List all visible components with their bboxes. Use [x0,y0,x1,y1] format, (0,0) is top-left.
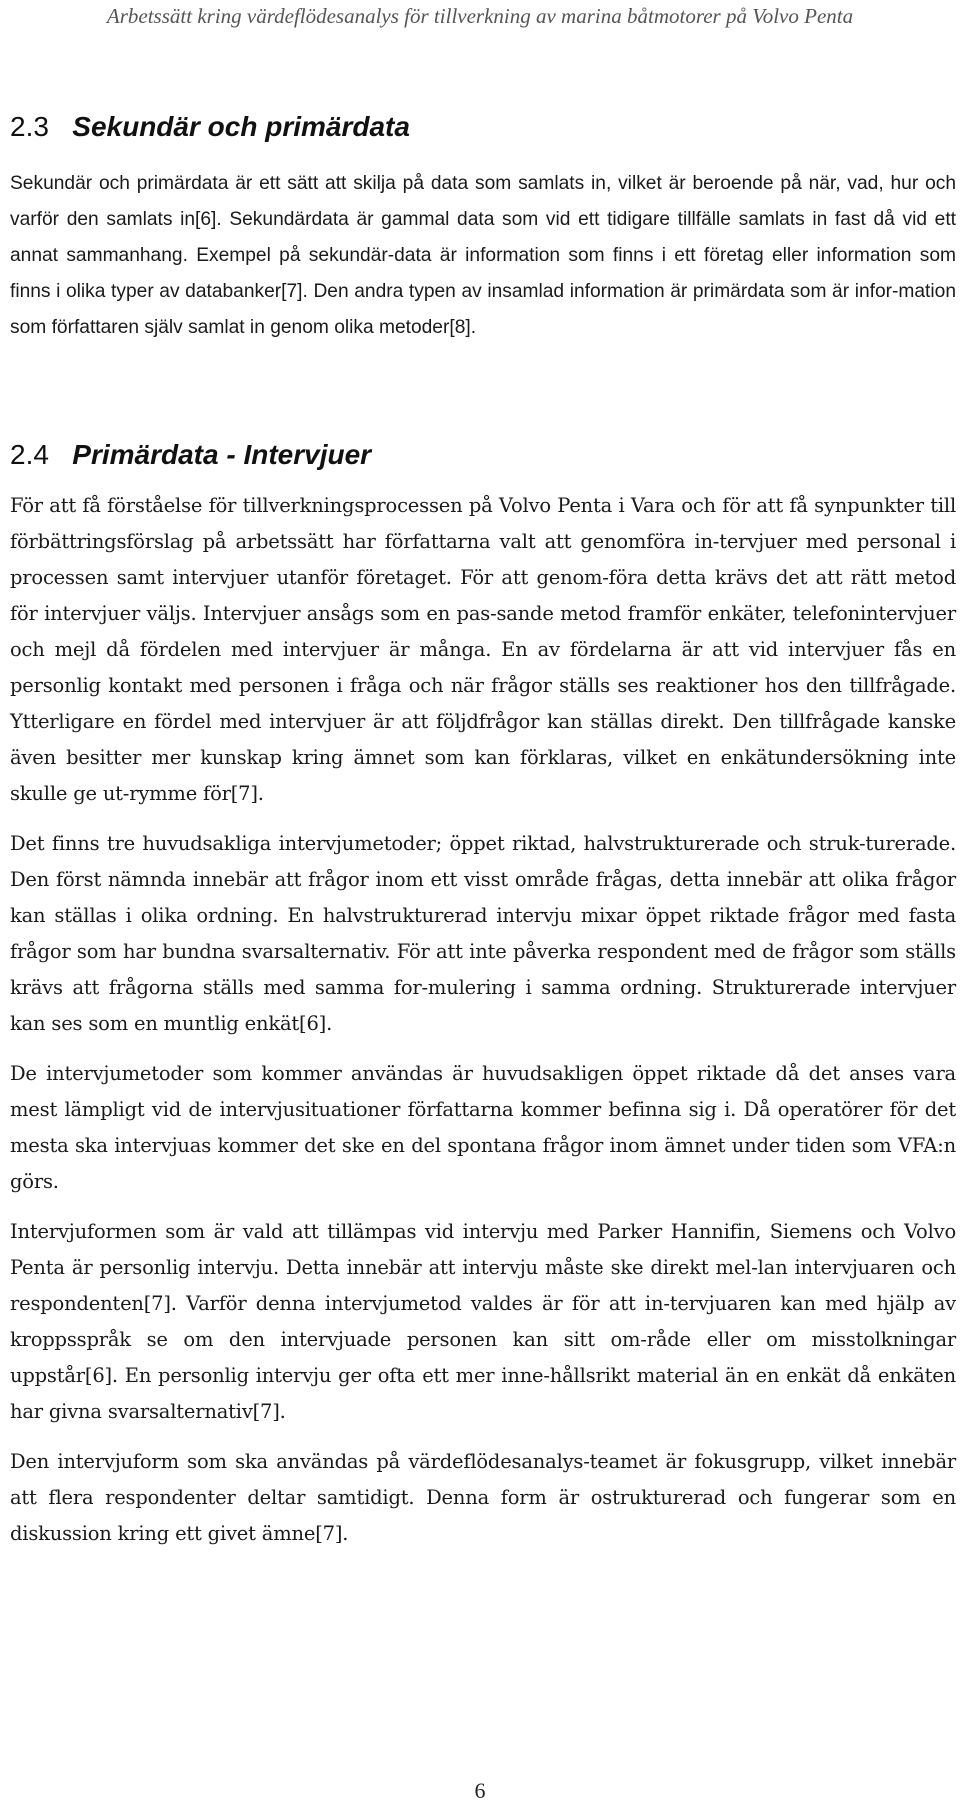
section-heading-2-4 [10,438,371,472]
paragraph: Sekundär och primärdata är ett sätt att skilja på data som samlats in, vilket är beroende på när, vad, hur och varför den samlats in[6]. Sekundärdata är gammal data som vid ett tidigare tillfälle samlats in fast då vid ett annat sammanhang. Exempel på sekundär-data är information som finns i ett företag eller information som finns i olika typer av databanker[7]. Den andra typen av insamlad information är primärdata som är infor-mation som författaren själv samlat in genom olika metoder[8]. [10,173,956,338]
paragraph: Det finns tre huvudsakliga intervjumetoder; öppet riktad, halvstrukturerade och struk-turerade. Den först nämnda innebär att frågor inom ett visst område frågas, detta innebär att olika frågor kan ställas i olika ordning. En halvstrukturerad intervju mixar öppet riktade frågor med fasta frågor som har bundna svarsalternativ. För att inte påverka respondent med de frågor som ställs krävs att frågorna ställs med samma for-mulering i samma ordning. Strukturerade intervjuer kan ses som en muntlig enkät[6]. [10,832,956,1035]
section-2-4-body [10,488,956,1566]
paragraph: Intervjuformen som är vald att tillämpas vid intervju med Parker Hannifin, Siemens och Volvo Penta är personlig intervju. Detta innebär att intervju måste ske direkt mel-lan intervjuaren och respondenten[7]. Varför denna intervjumetod valdes är för att in-tervjuaren kan med hjälp av kroppsspråk se om den intervjuade personen kan sitt om-råde eller om misstolkningar uppstår[6]. En personlig intervju ger ofta ett mer inne-hållsrikt material än en enkät då enkäten har givna svarsalternativ[7]. [10,1220,956,1423]
page-number: 6 [474,1778,486,1803]
section-number: 2.3 [10,111,49,142]
section-heading-2-3 [10,110,410,144]
section-title: Primärdata - Intervjuer [72,439,372,470]
section-2-3-body [10,166,956,360]
paragraph: De intervjumetoder som kommer användas är huvudsakligen öppet riktade då det anses vara mest lämpligt vid de intervjusituationer författarna kommer befinna sig i. Då operatörer för det mesta ska intervjuas kommer det ske en del spontana frågor inom ämnet under tiden som VFA:n görs. [10,1062,956,1193]
section-number: 2.4 [10,439,49,470]
paragraph: Den intervjuform som ska användas på värdeflödesanalys-teamet är fokusgrupp, vilket innebär att flera respondenter deltar samtidigt. Denna form är ostrukturerad och fungerar som en diskussion kring ett givet ämne[7]. [10,1450,956,1545]
paragraph: För att få förståelse för tillverkningsprocessen på Volvo Penta i Vara och för att få synpunkter till förbättringsförslag på arbetssätt har författarna valt att genomföra in-tervjuer med personal i processen samt intervjuer utanför företaget. För att genom-föra detta krävs det att rätt metod för intervjuer väljs. Intervjuer ansågs som en pas-sande metod framför enkäter, telefonintervjuer och mejl då fördelen med intervjuer är många. En av fördelarna är att vid intervjuer fås en personlig kontakt med personen i fråga och när frågor ställs ses reaktioner hos den tillfrågade. Ytterligare en fördel med intervjuer är att följdfrågor kan ställas direkt. Den tillfrågade kanske även besitter mer kunskap kring ämnet som kan förklaras, vilket en enkätundersökning inte skulle ge ut-rymme för[7]. [10,494,956,805]
running-header: Arbetssätt kring värdeflödesanalys för tillverkning av marina båtmotorer på Volvo Penta [106,4,854,28]
section-title: Sekundär och primärdata [72,111,410,142]
